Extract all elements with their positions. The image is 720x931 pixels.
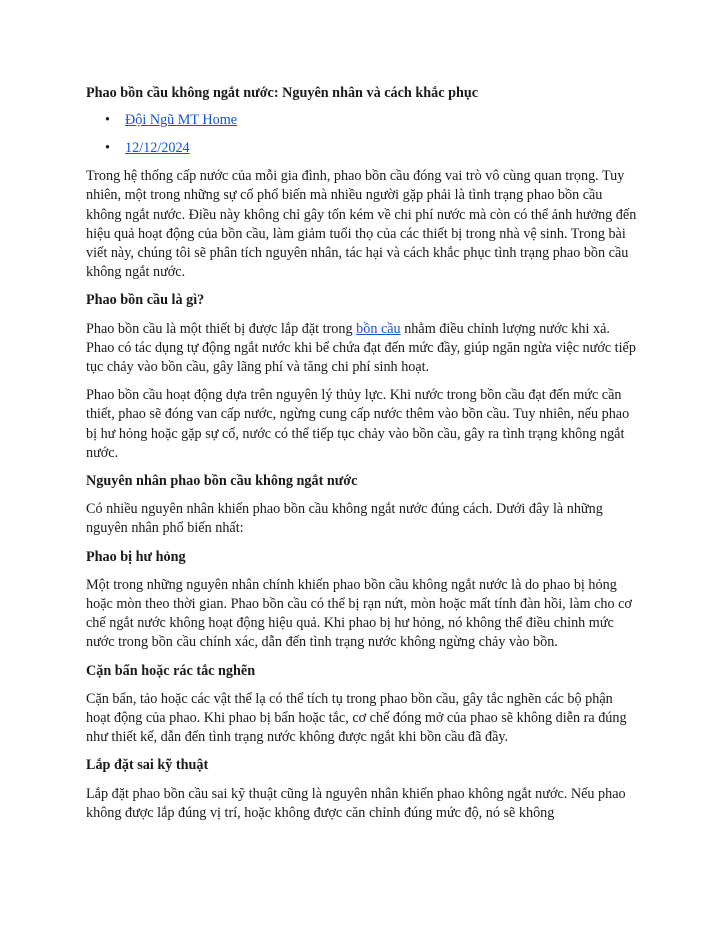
article-title: Phao bồn cầu không ngắt nước: Nguyên nhân và cách khắc phục (86, 85, 479, 101)
what-is-text-before: Phao bồn cầu là một thiết bị được lắp đặt trong (86, 320, 357, 337)
date-list-item (86, 139, 638, 158)
intro-paragraph: Trong hệ thống cấp nước của mỗi gia đình, phao bồn cầu đóng vai trò vô cùng quan trọng. Tuy nhiên, một trong những sự cố phổ biến mà nhiều người gặp phải là tình trạng phao bồn cầu không ngắt nước. Điều này không chỉ gây tốn kém về chi phí nước mà còn có thể ảnh hưởng đến hiệu quả hoạt động của bồn cầu, làm giảm tuổi thọ của các thiết bị trong nhà vệ sinh. Trong bài viết này, chúng tôi sẽ phân tích nguyên nhân, tác hại và cách khắc phục tình trạng phao bồn cầu không ngắt nước. (86, 168, 637, 281)
document-page (86, 84, 638, 832)
section-heading-installation: Lắp đặt sai kỹ thuật (86, 757, 209, 774)
date-link[interactable]: 12/12/2024 (125, 140, 190, 157)
section-heading-what-is: Phao bồn cầu là gì? (86, 292, 205, 309)
article-meta-list (86, 111, 638, 158)
section-heading-clogged: Cặn bẩn hoặc rác tắc nghẽn (86, 662, 256, 679)
bullet-icon: • (105, 112, 110, 129)
author-link[interactable]: Đội Ngũ MT Home (125, 112, 238, 129)
what-is-paragraph-2: Phao bồn cầu hoạt động dựa trên nguyên lý thủy lực. Khi nước trong bồn cầu đạt đến mức cần thiết, phao sẽ đóng van cấp nước, ngừng cung cấp nước thêm vào bồn cầu. Tuy nhiên, nếu phao bị hư hỏng hoặc gặp sự cố, nước có thể tiếp tục chảy vào bồn cầu, gây ra tình trạng không ngắt nước. (86, 387, 630, 461)
what-is-text-after: nhằm điều chỉnh lượng nước khi xả. Phao có tác dụng tự động ngắt nước khi bể chứa đạt đến mức đầy, giúp ngăn ngừa việc nước tiếp tục chảy vào bồn cầu, gây lãng phí và tăng chi phí sinh hoạt. (86, 320, 636, 376)
what-is-paragraph-1 (86, 320, 638, 378)
bullet-icon: • (105, 140, 110, 157)
section-heading-damaged: Phao bị hư hỏng (86, 548, 186, 565)
author-list-item (86, 111, 638, 130)
clogged-paragraph: Cặn bẩn, tảo hoặc các vật thể lạ có thể tích tụ trong phao bồn cầu, gây tắc nghẽn các bộ phận hoạt động của phao. Khi phao bị bẩn hoặc tắc, cơ chế đóng mở của phao sẽ không diễn ra đúng như thiết kế, dẫn đến tình trạng nước không được ngắt khi bồn cầu đã đầy. (86, 690, 627, 746)
causes-paragraph: Có nhiều nguyên nhân khiến phao bồn cầu không ngắt nước đúng cách. Dưới đây là những nguyên nhân phổ biến nhất: (86, 501, 603, 537)
toilet-link[interactable]: bồn cầu (356, 320, 401, 337)
damaged-paragraph: Một trong những nguyên nhân chính khiến phao bồn cầu không ngắt nước là do phao bị hỏng hoặc mòn theo thời gian. Phao bồn cầu có thể bị rạn nứt, mòn hoặc mất tính đàn hồi, làm cho cơ chế ngắt nước không hoạt động hiệu quả. Khi phao bị hư hỏng, nó không thể điều chỉnh mức nước trong bồn cầu chính xác, dẫn đến tình trạng nước không ngừng chảy vào bồn. (86, 576, 632, 651)
section-heading-causes: Nguyên nhân phao bồn cầu không ngắt nước (86, 473, 358, 490)
installation-paragraph: Lắp đặt phao bồn cầu sai kỹ thuật cũng là nguyên nhân khiến phao không ngắt nước. Nếu phao không được lắp đúng vị trí, hoặc không được căn chỉnh đúng mức độ, nó sẽ không (86, 785, 626, 821)
